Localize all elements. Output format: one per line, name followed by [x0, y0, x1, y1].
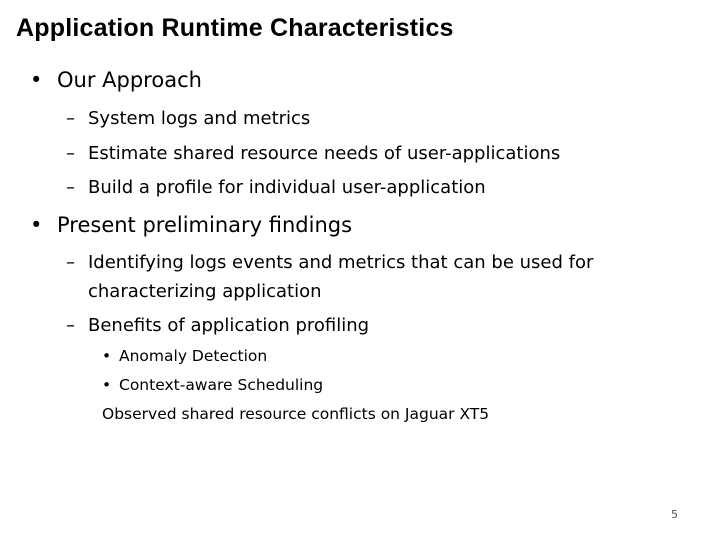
dash: –	[66, 315, 75, 336]
bullet: •	[30, 213, 43, 237]
dash: –	[66, 177, 75, 198]
list-item: System logs and metrics	[88, 108, 311, 129]
bullet: •	[102, 347, 112, 365]
note-text: Observed shared resource conflicts on Jaguar XT5	[102, 405, 490, 423]
slide-title: Application Runtime Characteristics	[16, 14, 454, 42]
list-item-continuation: characterizing application	[88, 281, 322, 302]
bullet: •	[30, 68, 43, 92]
list-item: Build a profile for individual user-application	[88, 177, 486, 198]
list-item: Identifying logs events and metrics that can be used for	[88, 252, 594, 273]
list-item: Estimate shared resource needs of user-applications	[88, 143, 561, 164]
page-number: 5	[671, 508, 678, 521]
section-heading: Present preliminary findings	[57, 213, 353, 237]
list-item: Benefits of application profiling	[88, 315, 370, 336]
dash: –	[66, 143, 75, 164]
dash: –	[66, 252, 75, 273]
section-heading: Our Approach	[57, 68, 202, 92]
sub-list-item: Context-aware Scheduling	[119, 376, 324, 394]
bullet: •	[102, 376, 112, 394]
dash: –	[66, 108, 75, 129]
sub-list-item: Anomaly Detection	[119, 347, 268, 365]
